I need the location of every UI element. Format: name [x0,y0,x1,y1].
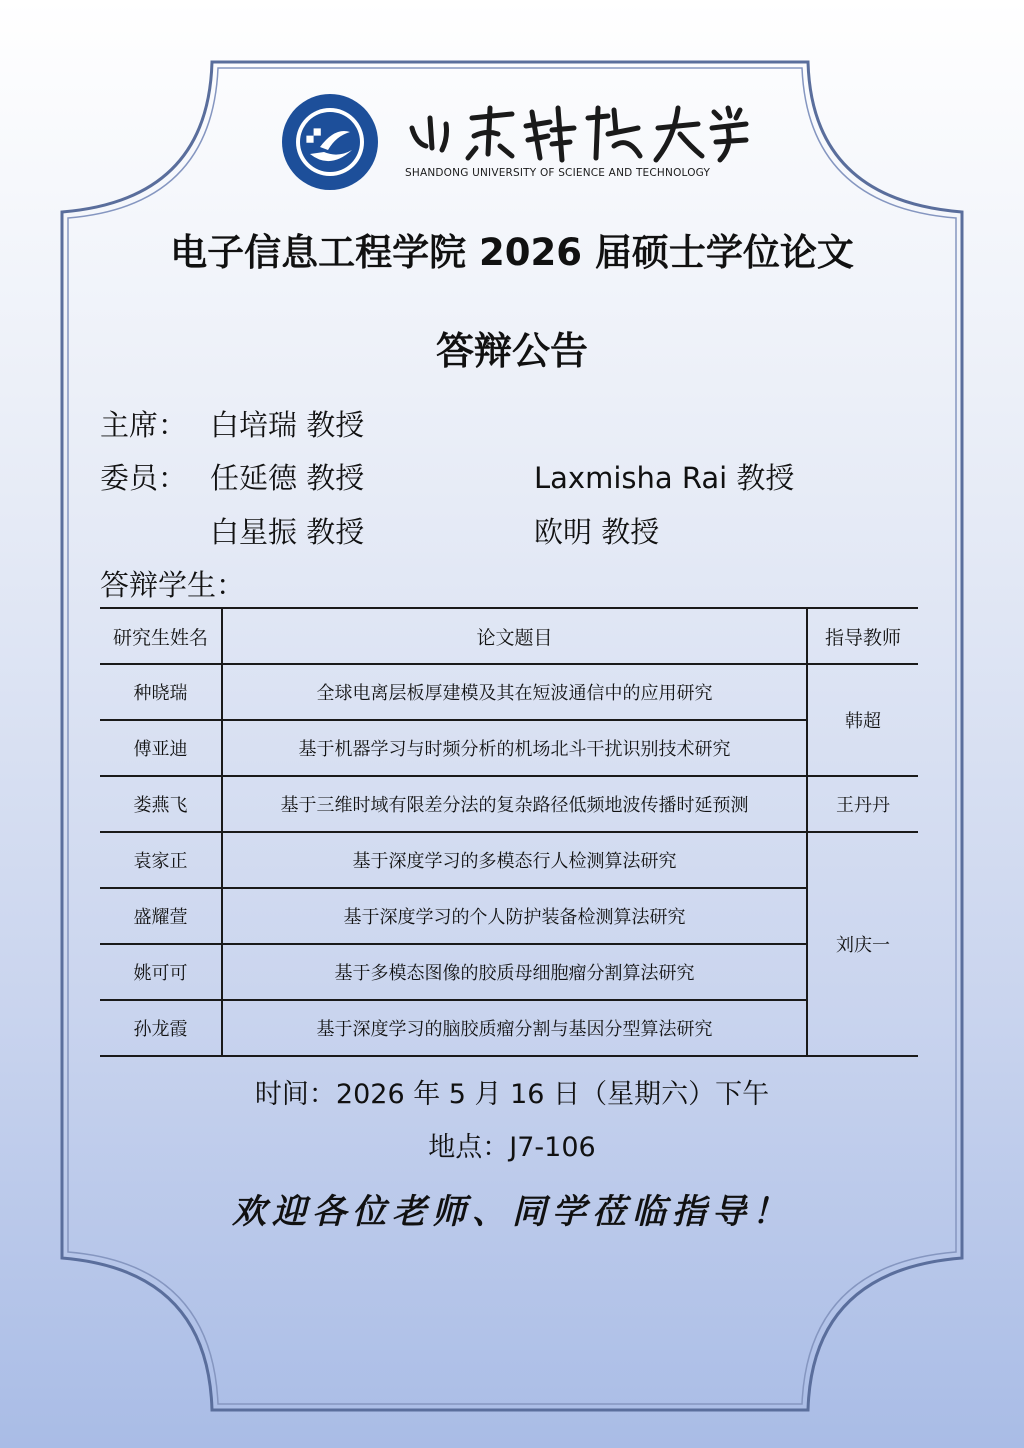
student-name: 袁家正 [100,832,222,888]
thesis-topic: 基于多模态图像的胶质母细胞瘤分割算法研究 [222,944,807,1000]
table-row [100,888,918,944]
table-row [100,664,918,720]
table-row [100,944,918,1000]
thesis-topic: 全球电离层板厚建模及其在短波通信中的应用研究 [222,664,807,720]
table-row [100,1000,918,1056]
university-calligraphy-logo [402,88,752,168]
committee-member: Laxmisha Rai 教授 [534,461,795,495]
committee-member: 白星振 教授 [210,515,365,549]
student-name: 姚可可 [100,944,222,1000]
chair-name: 白培瑞 教授 [210,408,365,442]
student-name: 盛耀萱 [100,888,222,944]
thesis-topic: 基于机器学习与时频分析的机场北斗干扰识别技术研究 [222,720,807,776]
page-subtitle: 答辩公告 [435,329,588,373]
committee-member: 欧明 教授 [534,515,660,549]
column-header-advisor: 指导教师 [807,608,918,664]
thesis-topic: 基于深度学习的脑胶质瘤分割与基因分型算法研究 [222,1000,807,1056]
defense-time: 时间：2026 年 5 月 16 日（星期六）下午 [254,1079,770,1110]
committee-member: 任延德 教授 [210,461,365,495]
student-name: 种晓瑞 [100,664,222,720]
thesis-topic: 基于深度学习的多模态行人检测算法研究 [222,832,807,888]
university-english-name: SHANDONG UNIVERSITY OF SCIENCE AND TECHNOLOGY [405,167,711,179]
thesis-topic: 基于深度学习的个人防护装备检测算法研究 [222,888,807,944]
table-row [100,720,918,776]
advisor-name: 王丹丹 [807,776,918,832]
university-emblem-icon [280,92,380,192]
column-header-student: 研究生姓名 [100,608,222,664]
page-title: 电子信息工程学院 2026 届硕士学位论文 [170,231,854,274]
students-label: 答辩学生： [100,568,246,602]
student-name: 娄燕飞 [100,776,222,832]
advisor-name: 韩超 [807,664,918,776]
table-row [100,776,918,832]
chair-label: 主席： [100,408,188,442]
welcome-message: 欢迎各位老师、同学莅临指导！ [232,1192,792,1232]
defense-schedule-table [100,607,918,1057]
student-name: 傅亚迪 [100,720,222,776]
column-header-topic: 论文题目 [222,608,807,664]
defense-location: 地点：J7-106 [428,1132,596,1163]
members-label: 委员： [100,461,188,495]
thesis-topic: 基于三维时域有限差分法的复杂路径低频地波传播时延预测 [222,776,807,832]
table-header-row [100,608,918,664]
advisor-name: 刘庆一 [807,832,918,1056]
student-name: 孙龙霞 [100,1000,222,1056]
table-row [100,832,918,888]
defense-schedule-table-wrapper [100,607,918,1057]
